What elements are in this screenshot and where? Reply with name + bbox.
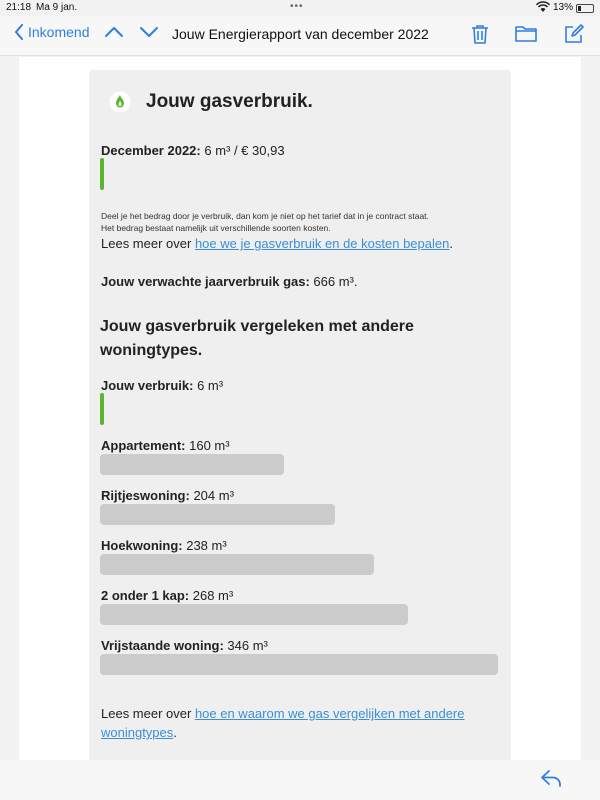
trash-icon[interactable] <box>471 24 489 44</box>
back-to-inbox-button[interactable] <box>14 24 89 40</box>
chevron-up-icon[interactable] <box>104 25 124 39</box>
chevron-down-icon[interactable] <box>139 25 159 39</box>
status-date: Ma 9 jan. <box>36 2 78 13</box>
message-body[interactable] <box>19 57 581 760</box>
mail-toolbar <box>0 16 600 56</box>
message-subject: Jouw Energierapport van december 2022 <box>172 26 429 42</box>
comparison-row <box>101 488 234 503</box>
comparison-bar <box>100 654 498 675</box>
comparison-bar <box>100 454 284 475</box>
comparison-bar <box>100 554 374 575</box>
period-value: 6 m³ / € 30,93 <box>200 143 285 158</box>
status-bar <box>0 0 600 16</box>
comparison-row <box>101 638 268 653</box>
period-usage-bar <box>100 158 104 190</box>
own-usage-value: 6 m³ <box>193 378 224 393</box>
comparison-row <box>101 438 230 453</box>
read-more-costs <box>101 236 453 251</box>
comparison-row <box>101 588 233 603</box>
back-label: Inkomend <box>28 24 90 40</box>
expected-value: 666 m³. <box>309 274 358 289</box>
comparison-value: 204 m³ <box>189 488 234 503</box>
section-heading: Jouw gasverbruik. <box>146 91 313 112</box>
comparison-value: 238 m³ <box>182 538 227 553</box>
comparison-explanation-link[interactable]: hoe en waarom we gas vergelijken met andere <box>194 706 465 721</box>
comparison-value: 268 m³ <box>189 588 234 603</box>
expected-label: Jouw verwachte jaarverbruik gas: <box>101 274 310 289</box>
comparison-row <box>101 538 227 553</box>
comparison-value: 160 m³ <box>185 438 230 453</box>
own-usage-label: Jouw verbruik: <box>101 378 194 393</box>
comparison-label: Rijtjeswoning: <box>101 488 190 503</box>
reply-icon[interactable] <box>540 768 562 788</box>
comparison-bar <box>100 504 335 525</box>
expected-yearly-usage <box>101 274 358 289</box>
folder-icon[interactable] <box>515 25 537 42</box>
tariff-note-line1: Deel je het bedrag door je verbruik, dan kom je niet op het tarief dat in je contract staat. <box>101 211 429 221</box>
battery-icon <box>576 4 594 13</box>
comparison-label: Hoekwoning: <box>101 538 183 553</box>
comparison-bar <box>100 604 408 625</box>
footer-suffix: . <box>173 725 177 740</box>
comparison-value: 346 m³ <box>223 638 268 653</box>
multitask-dots[interactable]: ••• <box>290 1 304 12</box>
tariff-note-line2: Het bedrag bestaat namelijk uit verschillende soorten kosten. <box>101 223 331 233</box>
period-label: December 2022: <box>101 143 201 158</box>
read-more-prefix: Lees meer over <box>101 236 195 251</box>
tariff-note <box>101 210 429 234</box>
battery-percentage: 13% <box>553 2 574 13</box>
period-usage <box>101 143 285 158</box>
comparison-explanation-link-cont[interactable]: woningtypes <box>101 725 174 740</box>
comparison-label: Vrijstaande woning: <box>101 638 224 653</box>
read-more-suffix: . <box>449 236 453 251</box>
chevron-left-icon <box>14 24 24 40</box>
comparison-heading: Jouw gasverbruik vergeleken met andere woningtypes. <box>100 318 414 359</box>
bottom-toolbar <box>0 760 600 800</box>
gas-flame-icon <box>109 91 131 113</box>
comparison-label: 2 onder 1 kap: <box>101 588 190 603</box>
compose-icon[interactable] <box>564 24 584 44</box>
comparison-label: Appartement: <box>101 438 186 453</box>
read-more-comparison <box>101 704 501 742</box>
own-usage-bar <box>100 393 104 425</box>
wifi-icon <box>536 1 550 13</box>
footer-prefix: Lees meer over <box>101 706 195 721</box>
costs-explanation-link[interactable]: hoe we je gasverbruik en de kosten bepalen <box>194 236 450 251</box>
gas-usage-card <box>89 70 511 760</box>
own-usage <box>101 378 223 393</box>
status-time: 21:18 <box>6 2 32 13</box>
